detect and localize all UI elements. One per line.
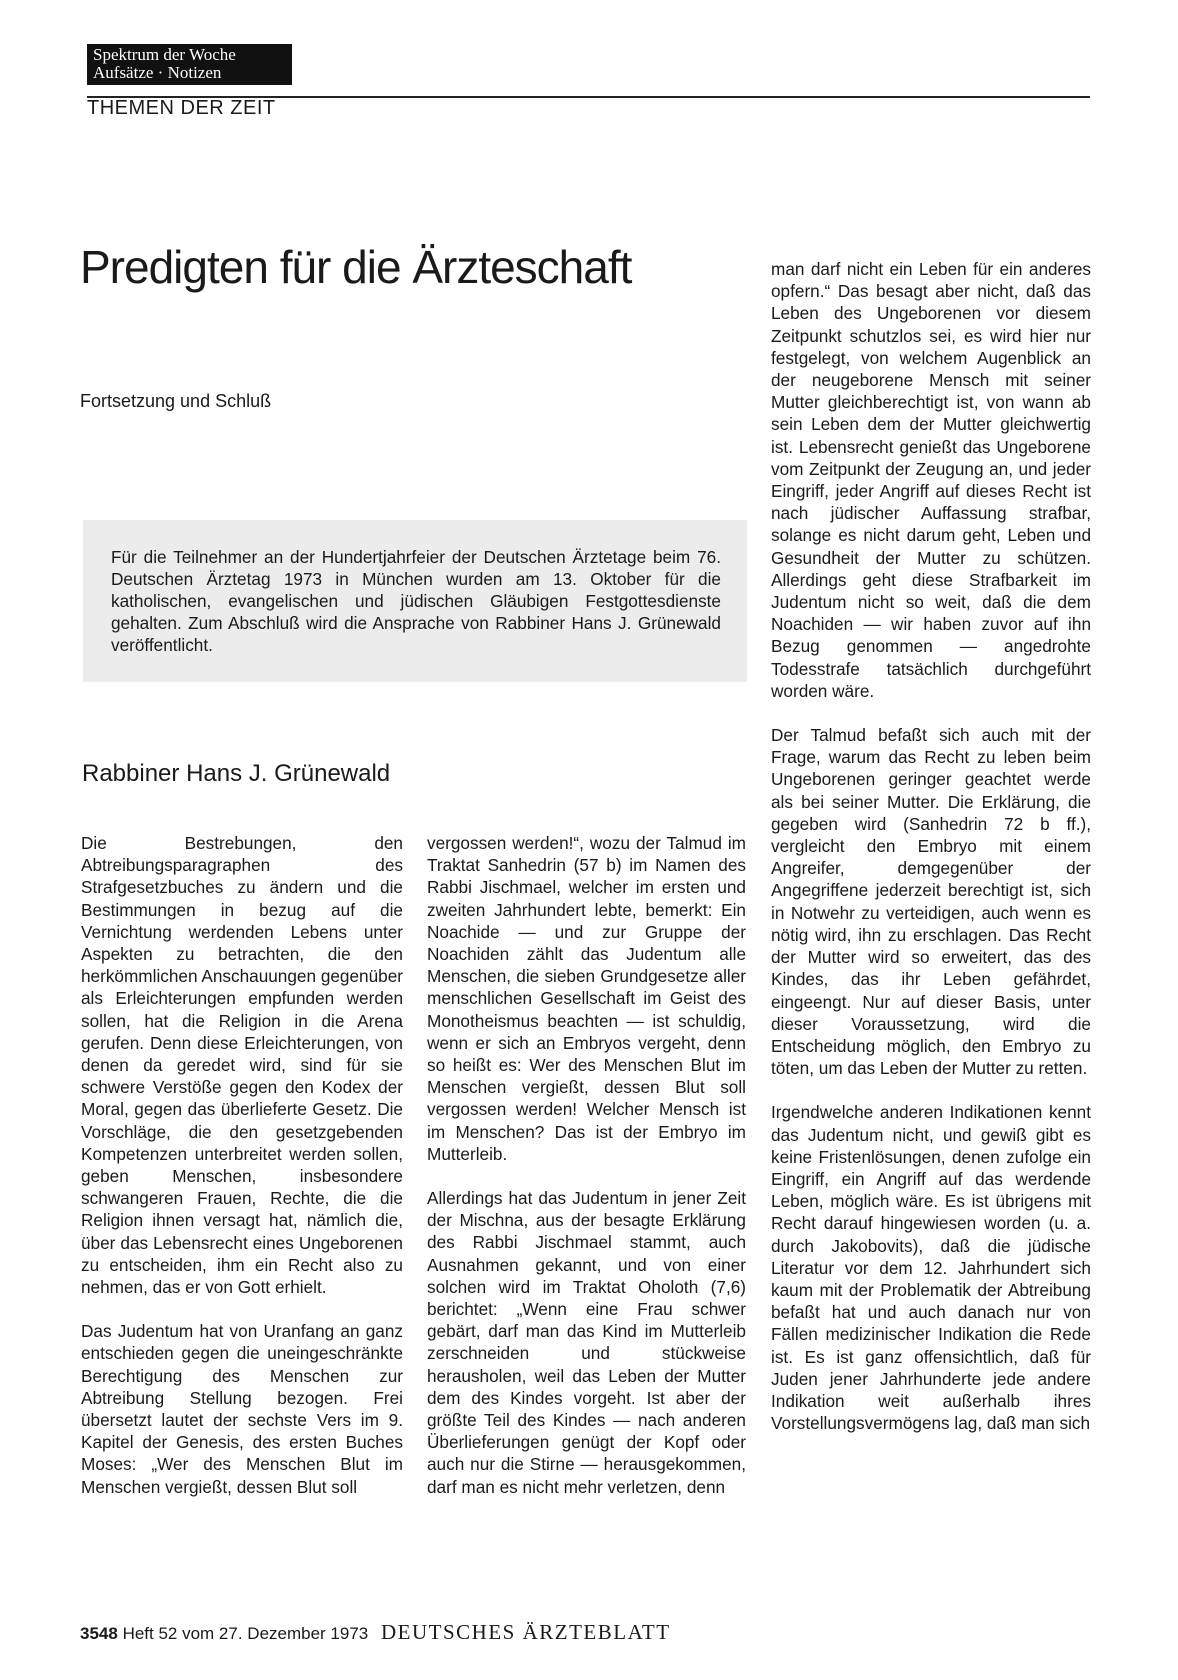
abstract-text: Für die Teilnehmer an der Hundertjahrfeier der Deutschen Ärztetage beim 76. Deutschen Ärztetag 1973 in München wurden am 13. Oktober für die katholischen, evangelischen und jüdischen Gläubigen Festgottesdienste gehalten. Zum Abschluß wird die Ansprache von Rabbiner Hans J. Grünewald veröffentlicht.: [111, 547, 721, 655]
paragraph: Das Judentum hat von Uranfang an ganz entschieden gegen die uneingeschränkte Berechtigung des Menschen zur Abtreibung Stellung bezogen. Frei übersetzt lautet der sechste Vers im 9. Kapitel der Genesis, des ersten Buches Moses: „Wer des Menschen Blut im Menschen vergießt, dessen Blut soll: [81, 1321, 403, 1497]
paragraph: Allerdings hat das Judentum in jener Zeit der Mischna, aus der besagte Erklärung des Rabbi Jischmael stammt, auch Ausnahmen gekannt, und von einer solchen wird im Traktat Oholoth (7,6) berichtet: „Wenn eine Frau schwer gebärt, darf man das Kind im Mutterleib zerschneiden und stückweise herausholen, weil das Leben der Mutter dem des Kindes vorgeht. Ist aber der größte Teil des Kindes — nach anderen Überlieferungen genügt der Kopf oder auch nur die Stirne — herausgekommen, darf man es nicht mehr verletzen, denn: [427, 1188, 746, 1497]
page-footer: [80, 1620, 671, 1645]
article-abstract: [83, 520, 747, 682]
issue-info: Heft 52 vom 27. Dezember 1973: [122, 1624, 369, 1643]
text-column-2: [427, 832, 746, 1520]
paragraph: man darf nicht ein Leben für ein anderes opfern.“ Das besagt aber nicht, daß das Leben des Ungeborenen vor diesem Zeitpunkt schutzlos sei, es wird hier nur festgelegt, von welchem Augenblick an der neugeborene Mensch mit seiner Mutter gleichberechtigt ist, von wann ab sein Leben dem der Mutter gleichwertig ist. Lebensrecht genießt das Ungeborene vom Zeitpunkt der Zeugung an, und jeder Eingriff, jeder Angriff auf dieses Recht ist nach jüdischer Auffassung strafbar, solange es nicht darum geht, Leben und Gesundheit der Mutter zu schützen. Allerdings geht diese Strafbarkeit im Judentum nicht so weit, daß die dem Noachiden — wir haben zuvor auf ihn Bezug genommen — angedrohte Todesstrafe tatsächlich durchgeführt worden wäre.: [771, 259, 1091, 701]
article-subtitle: Fortsetzung und Schluß: [80, 391, 272, 411]
section-badge: [87, 44, 292, 85]
text-column-3: [771, 258, 1091, 1456]
text-column-1: [81, 832, 403, 1520]
paragraph: Die Bestrebungen, den Abtreibungsparagraphen des Strafgesetzbuches zu ändern und die Bestimmungen in bezug auf die Vernichtung werdenden Lebens unter Aspekten zu betrachten, die den herkömmlichen Anschauungen gegenüber als Erleichterungen empfunden werden sollen, hat die Religion in die Arena gerufen. Denn diese Erleichterungen, von denen da geredet wird, sind für sie schwere Verstöße gegen den Kodex der Moral, gegen das überlieferte Gesetz. Die Vorschläge, die den gesetzgebenden Kompetenzen unterbreitet werden sollen, geben Menschen, insbesondere schwangeren Frauen, Rechte, die die Religion ihnen versagt hat, nämlich die, über das Lebensrecht eines Ungeborenen zu entscheiden, ihm ein Recht also zu nehmen, das er von Gott erhielt.: [81, 833, 404, 1298]
paragraph: Irgendwelche anderen Indikationen kennt das Judentum nicht, und gewiß gibt es keine Fristenlösungen, denen zufolge ein Eingriff, ein Angriff auf das werdende Leben, möglich wäre. Es ist übrigens mit Recht darauf hingewiesen worden (u. a. durch Jakobovits), daß die jüdische Literatur vor dem 12. Jahrhundert sich kaum mit der Problematik der Abtreibung befaßt hat und auch danach nur von Fällen medizinischer Indikation die Rede ist. Es ist ganz offensichtlich, daß für Juden jener Jahrhunderte jede andere Indikation weit außerhalb ihres Vorstellungsvermögens lag, daß man sich: [771, 1102, 1091, 1434]
badge-line-1: Spektrum der Woche: [93, 45, 236, 64]
badge-line-2: Aufsätze · Notizen: [93, 63, 222, 82]
page-number: 3548: [80, 1624, 118, 1643]
paragraph: vergossen werden!“, wozu der Talmud im Traktat Sanhedrin (57 b) im Namen des Rabbi Jischmael, welcher im ersten und zweiten Jahrhundert lebte, bemerkt: Ein Noachide — und zur Gruppe der Noachiden zählt das Judentum alle Menschen, die sieben Grundgesetze aller menschlichen Gesellschaft im Geist des Monotheismus beachten — ist schuldig, wenn er sich an Embryos vergeht, denn so heißt es: Wer des Menschen Blut im Menschen vergießt, dessen Blut soll vergossen werden! Welcher Mensch ist im Menschen? Das ist der Embryo im Mutterleib.: [427, 833, 746, 1164]
article-author: Rabbiner Hans J. Grünewald: [82, 760, 391, 787]
paragraph: Der Talmud befaßt sich auch mit der Frage, warum das Recht zu leben beim Ungeborenen geringer geachtet werde als bei seiner Mutter. Die Erklärung, die gegeben wird (Sanhedrin 72 b ff.), vergleicht den Embryo mit einem Angreifer, demgegenüber der Angegriffene jederzeit berechtigt ist, sich in Notwehr zu verteidigen, auch wenn es nötig wird, ihn zu erschlagen. Das Recht der Mutter wird so erweitert, das des Kindes, das ihr Leben gefährdet, eingeengt. Nur auf dieser Basis, unter dieser Voraussetzung, wird die Entscheidung möglich, den Embryo zu töten, um das Leben der Mutter zu retten.: [771, 725, 1091, 1079]
article-title: Predigten für die Ärzteschaft: [80, 241, 632, 293]
journal-name: DEUTSCHES ÄRZTEBLATT: [380, 1620, 671, 1644]
section-heading: THEMEN DER ZEIT: [87, 97, 276, 119]
